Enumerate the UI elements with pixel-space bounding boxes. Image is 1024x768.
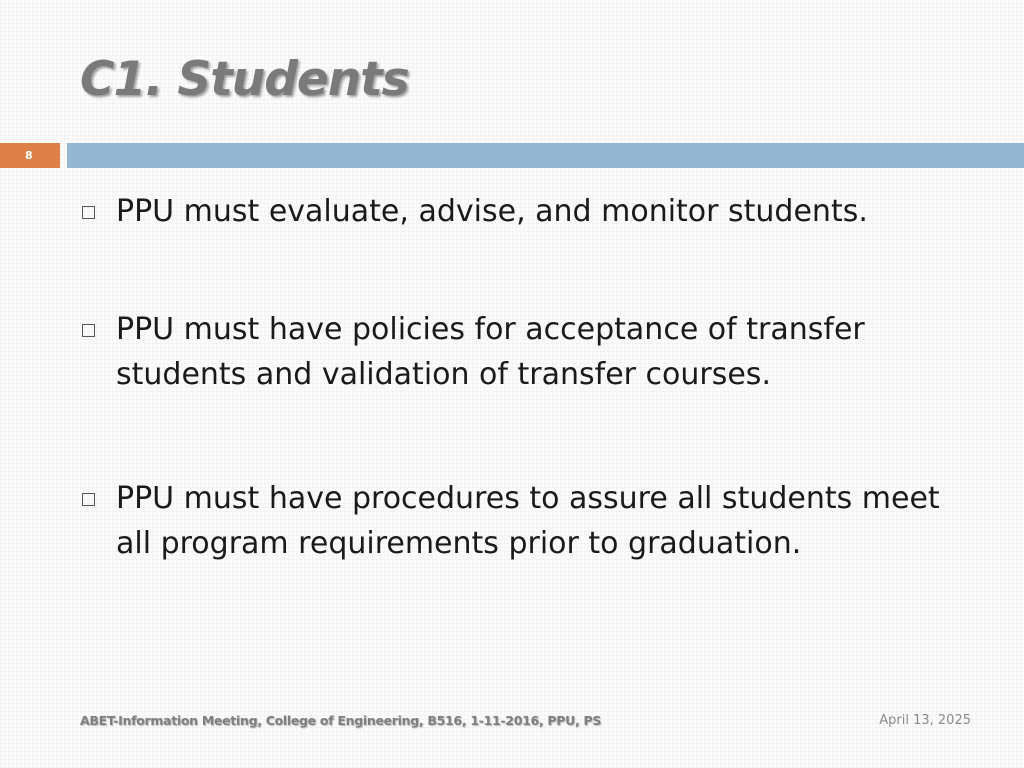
slide-number: 8 [25,149,33,162]
bullet-text-line: PPU must evaluate, advise, and monitor students. [116,194,868,229]
footer-meeting-info: ABET-Information Meeting, College of Engineering, B516, 1-11-2016, PPU, PS [80,713,602,728]
slide-number-badge [0,143,60,168]
bullet-item [82,310,1012,400]
header-accent-bar [67,143,1024,168]
slide-title: C1. Students [80,52,409,107]
bullet-text-line: all program requirements prior to graduation. [116,526,802,561]
bullet-item [82,479,1012,569]
bullet-item [82,192,1012,237]
square-bullet-icon [82,206,95,219]
square-bullet-icon [82,493,95,506]
bullet-text-line: PPU must have procedures to assure all students meet [116,481,940,516]
bullet-text-line: students and validation of transfer courses. [116,357,771,392]
square-bullet-icon [82,324,95,337]
footer-date: April 13, 2025 [879,713,971,728]
bullet-text-line: PPU must have policies for acceptance of transfer [116,312,865,347]
